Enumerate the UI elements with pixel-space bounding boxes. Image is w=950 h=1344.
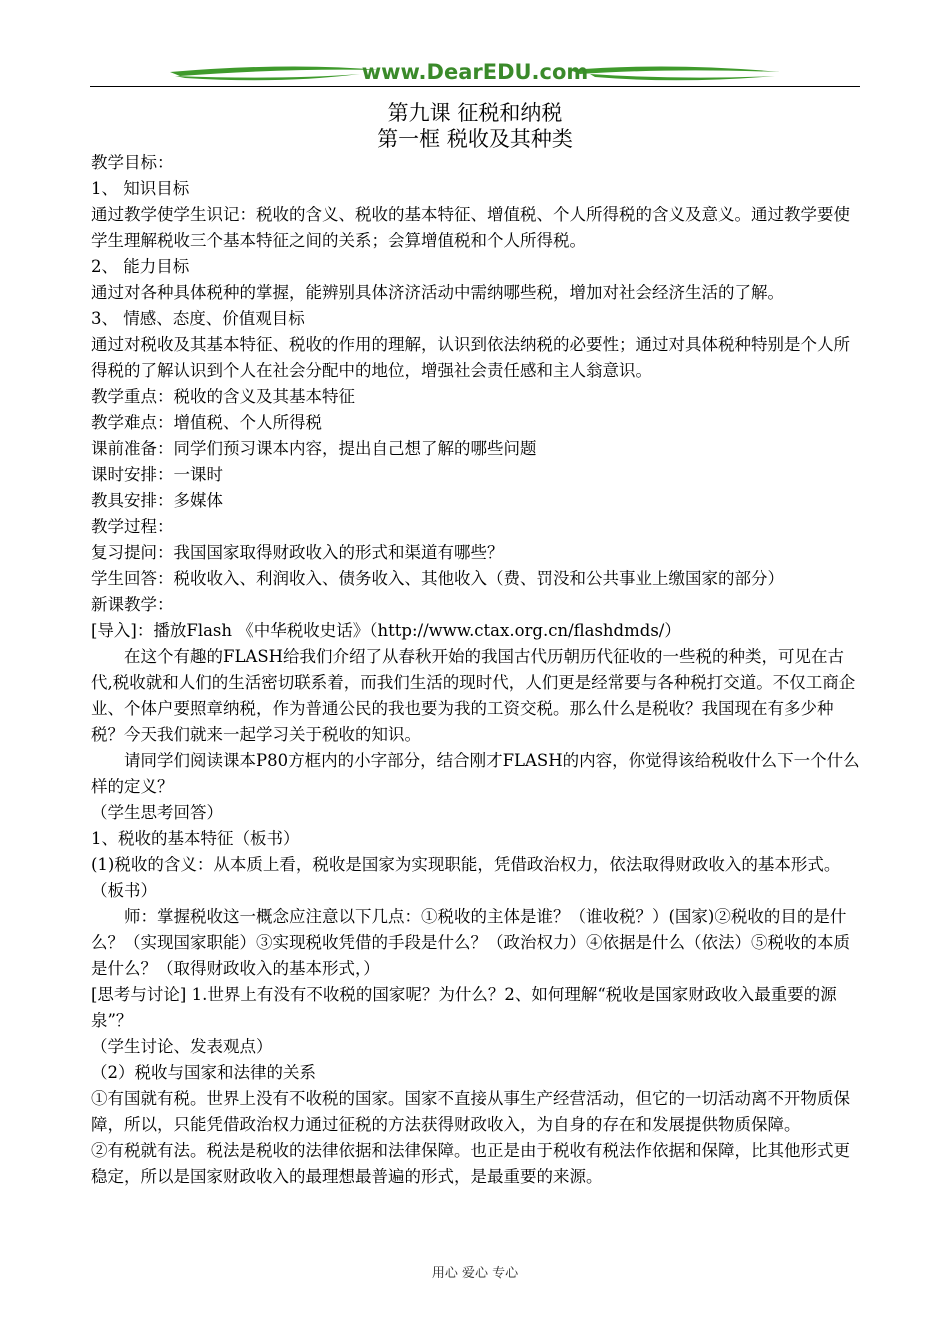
paragraph: ①有国就有税。世界上没有不收税的国家。国家不直接从事生产经营活动，但它的一切活动离不开物质保障，所以，只能凭借政治权力通过征税的方法获得财政收入，为自身的存在和发展提供物质保障。 <box>91 1089 850 1134</box>
paragraph: 学生回答：税收收入、利润收入、债务收入、其他收入（费、罚没和公共事业上缴国家的部分） <box>91 569 784 588</box>
paragraph: (1)税收的含义：从本质上看，税收是国家为实现职能，凭借政治权力，依法取得财政收入的基本形式。（板书） <box>91 855 841 900</box>
paragraph: [思考与讨论] 1.世界上有没有不收税的国家呢？为什么？2、如何理解“税收是国家财政收入最重要的源泉”？ <box>91 985 837 1030</box>
paragraph: 教学目标： <box>91 153 174 172</box>
header-divider <box>90 86 860 87</box>
paragraph: 复习提问：我国国家取得财政收入的形式和渠道有哪些？ <box>91 543 504 562</box>
document-body <box>91 150 861 1190</box>
paragraph: 新课教学： <box>91 595 174 614</box>
paragraph: 1、 知识目标 <box>91 179 190 198</box>
paragraph: （学生讨论、发表观点） <box>91 1037 273 1056</box>
paragraph: 教具安排：多媒体 <box>91 491 223 510</box>
paragraph: 1、税收的基本特征（板书） <box>91 829 300 848</box>
paragraph: 课前准备：同学们预习课本内容，提出自己想了解的哪些问题 <box>91 439 537 458</box>
paragraph: 课时安排：一课时 <box>91 465 223 484</box>
paragraph: [导入]：播放Flash 《中华税收史话》（http://www.ctax.org.cn/flashdmds/） <box>91 621 681 640</box>
page-footer: 用心 爱心 专心 <box>431 1266 519 1281</box>
paragraph: 通过对各种具体税种的掌握，能辨别具体济济活动中需纳哪些税，增加对社会经济生活的了解。 <box>91 283 784 302</box>
paragraph: 2、 能力目标 <box>91 257 190 276</box>
paragraph: （2）税收与国家和法律的关系 <box>91 1063 316 1082</box>
lesson-subtitle: 第一框 税收及其种类 <box>377 127 573 151</box>
paragraph: 通过对税收及其基本特征、税收的作用的理解，认识到依法纳税的必要性；通过对具体税种特别是个人所得税的了解认识到个人在社会分配中的地位，增强社会责任感和主人翁意识。 <box>91 335 850 380</box>
paragraph: ②有税就有法。税法是税收的法律依据和法律保障。也正是由于税收有税法作依据和保障，比其他形式更稳定，所以是国家财政收入的最理想最普遍的形式，是最重要的来源。 <box>91 1141 850 1186</box>
site-logo-text: www.DearEDU.com <box>361 60 589 84</box>
paragraph: 通过教学使学生识记：税收的含义、税收的基本特征、增值税、个人所得税的含义及意义。通过教学要使学生理解税收三个基本特征之间的关系；会算增值税和个人所得税。 <box>91 205 850 250</box>
paragraph: 教学难点：增值税、个人所得税 <box>91 413 322 432</box>
paragraph: 教学过程： <box>91 517 174 536</box>
paragraph: 3、 情感、态度、价值观目标 <box>91 309 305 328</box>
lesson-title: 第九课 征税和纳税 <box>387 101 563 125</box>
paragraph: 师：掌握税收这一概念应注意以下几点：①税收的主体是谁？（谁收税？）(国家)②税收的目的是什么？（实现国家职能）③实现税收凭借的手段是什么？（政治权力）④依据是什么（依法）⑤税收的本质是什么？（取得财政收入的基本形式，） <box>91 907 850 978</box>
paragraph: 请同学们阅读课本P80方框内的小字部分，结合刚才FLASH的内容，你觉得该给税收什么下一个什么样的定义？ <box>91 751 860 796</box>
paragraph: 在这个有趣的FLASH给我们介绍了从春秋开始的我国古代历朝历代征收的一些税的种类，可见在古代,税收就和人们的生活密切联系着，而我们生活的现时代，人们更是经常要与各种税打交道。不仅工商企业、个体户要照章纳税，作为普通公民的我也要为我的工资交税。那么什么是税收？我国现在有多少种税？今天我们就来一起学习关于税收的知识。 <box>91 647 856 744</box>
paragraph: （学生思考回答） <box>91 803 223 822</box>
paragraph: 教学重点：税收的含义及其基本特征 <box>91 387 355 406</box>
